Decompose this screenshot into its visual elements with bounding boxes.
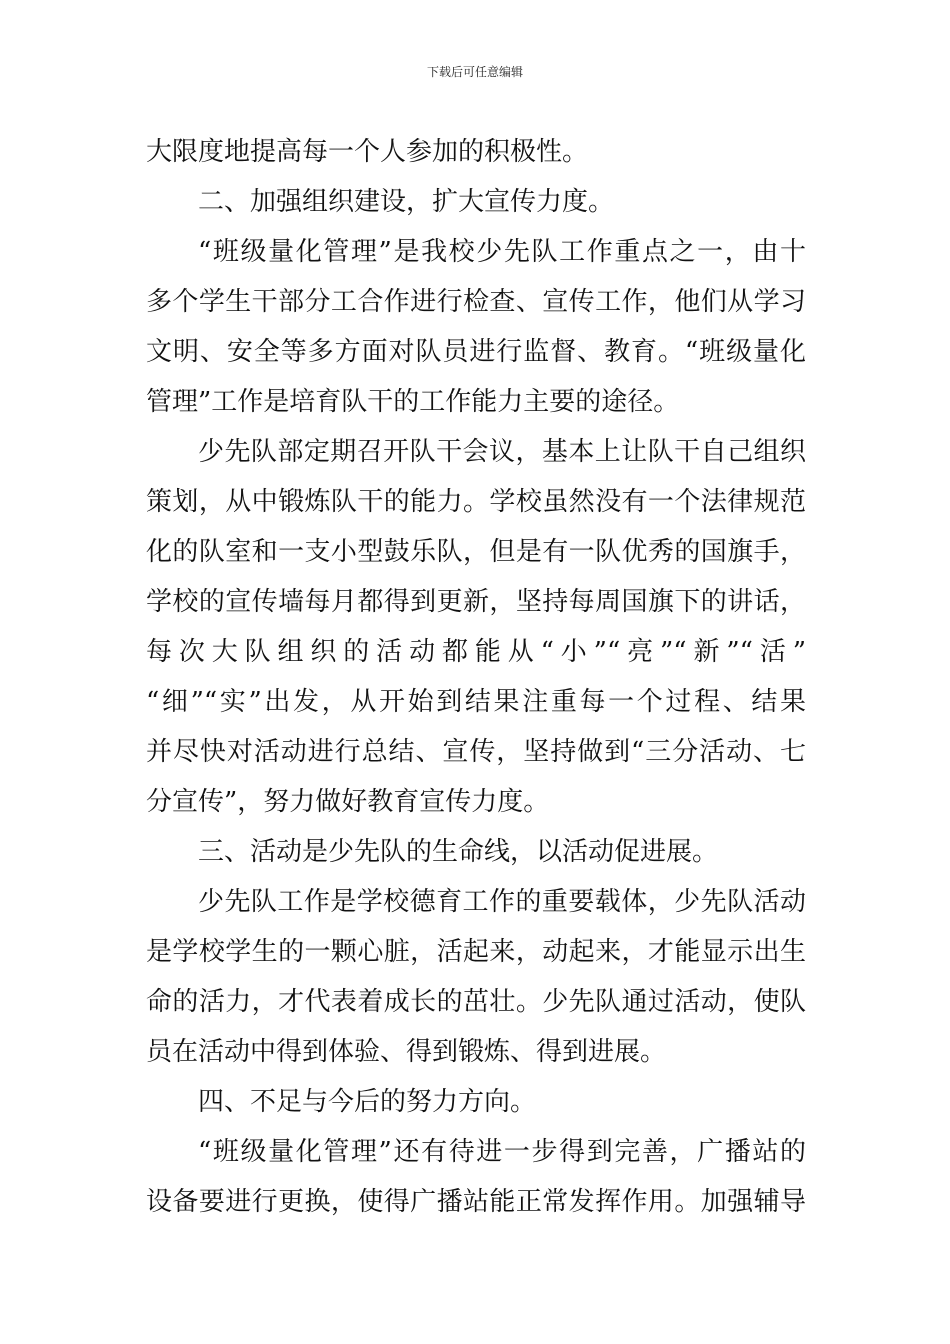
text-line: 大限度地提高每一个人参加的积极性。 [146, 137, 589, 167]
text-line: 是学校学生的一颗心脏，活起来，动起来，才能显示出生 [146, 937, 806, 967]
text-line: 化的队室和一支小型鼓乐队，但是有一队优秀的国旗手， [146, 537, 806, 567]
text-line: 分宣传”，努力做好教育宣传力度。 [146, 787, 550, 817]
text-line: 命的活力，才代表着成长的茁壮。少先队通过活动，使队 [146, 987, 806, 1017]
section-heading: 二、加强组织建设，扩大宣传力度。 [198, 187, 615, 217]
text-line: 员在活动中得到体验、得到锻炼、得到进展。 [146, 1037, 667, 1067]
text-line: 学校的宣传墙每月都得到更新，坚持每周国旗下的讲话， [146, 587, 806, 617]
text-line: 少先队部定期召开队干会议，基本上让队干自己组织 [198, 437, 806, 467]
text-line: 少先队工作是学校德育工作的重要载体，少先队活动 [198, 887, 806, 917]
document-body [146, 127, 806, 1227]
text-line: “班级量化管理”还有待进一步得到完善，广播站的 [198, 1137, 806, 1167]
text-line: 每次大队组织的活动都能从“小”“亮”“新”“活” [146, 637, 806, 667]
text-line: 管理”工作是培育队干的工作能力主要的途径。 [146, 387, 680, 417]
section-heading: 四、不足与今后的努力方向。 [198, 1087, 537, 1117]
text-line: “细”“实”出发，从开始到结果注重每一个过程、结果 [146, 687, 806, 717]
text-line: 并尽快对活动进行总结、宣传，坚持做到“三分活动、七 [146, 737, 806, 767]
text-line: 多个学生干部分工合作进行检查、宣传工作，他们从学习 [146, 287, 806, 317]
text-line: “班级量化管理”是我校少先队工作重点之一，由十 [198, 237, 806, 267]
text-line: 设备要进行更换，使得广播站能正常发挥作用。加强辅导 [146, 1187, 806, 1217]
section-heading: 三、活动是少先队的生命线，以活动促进展。 [198, 837, 719, 867]
text-line: 策划，从中锻炼队干的能力。学校虽然没有一个法律规范 [146, 487, 806, 517]
text-line: 文明、安全等多方面对队员进行监督、教育。“班级量化 [146, 337, 806, 367]
page-header-note: 下载后可任意编辑 [426, 65, 523, 79]
